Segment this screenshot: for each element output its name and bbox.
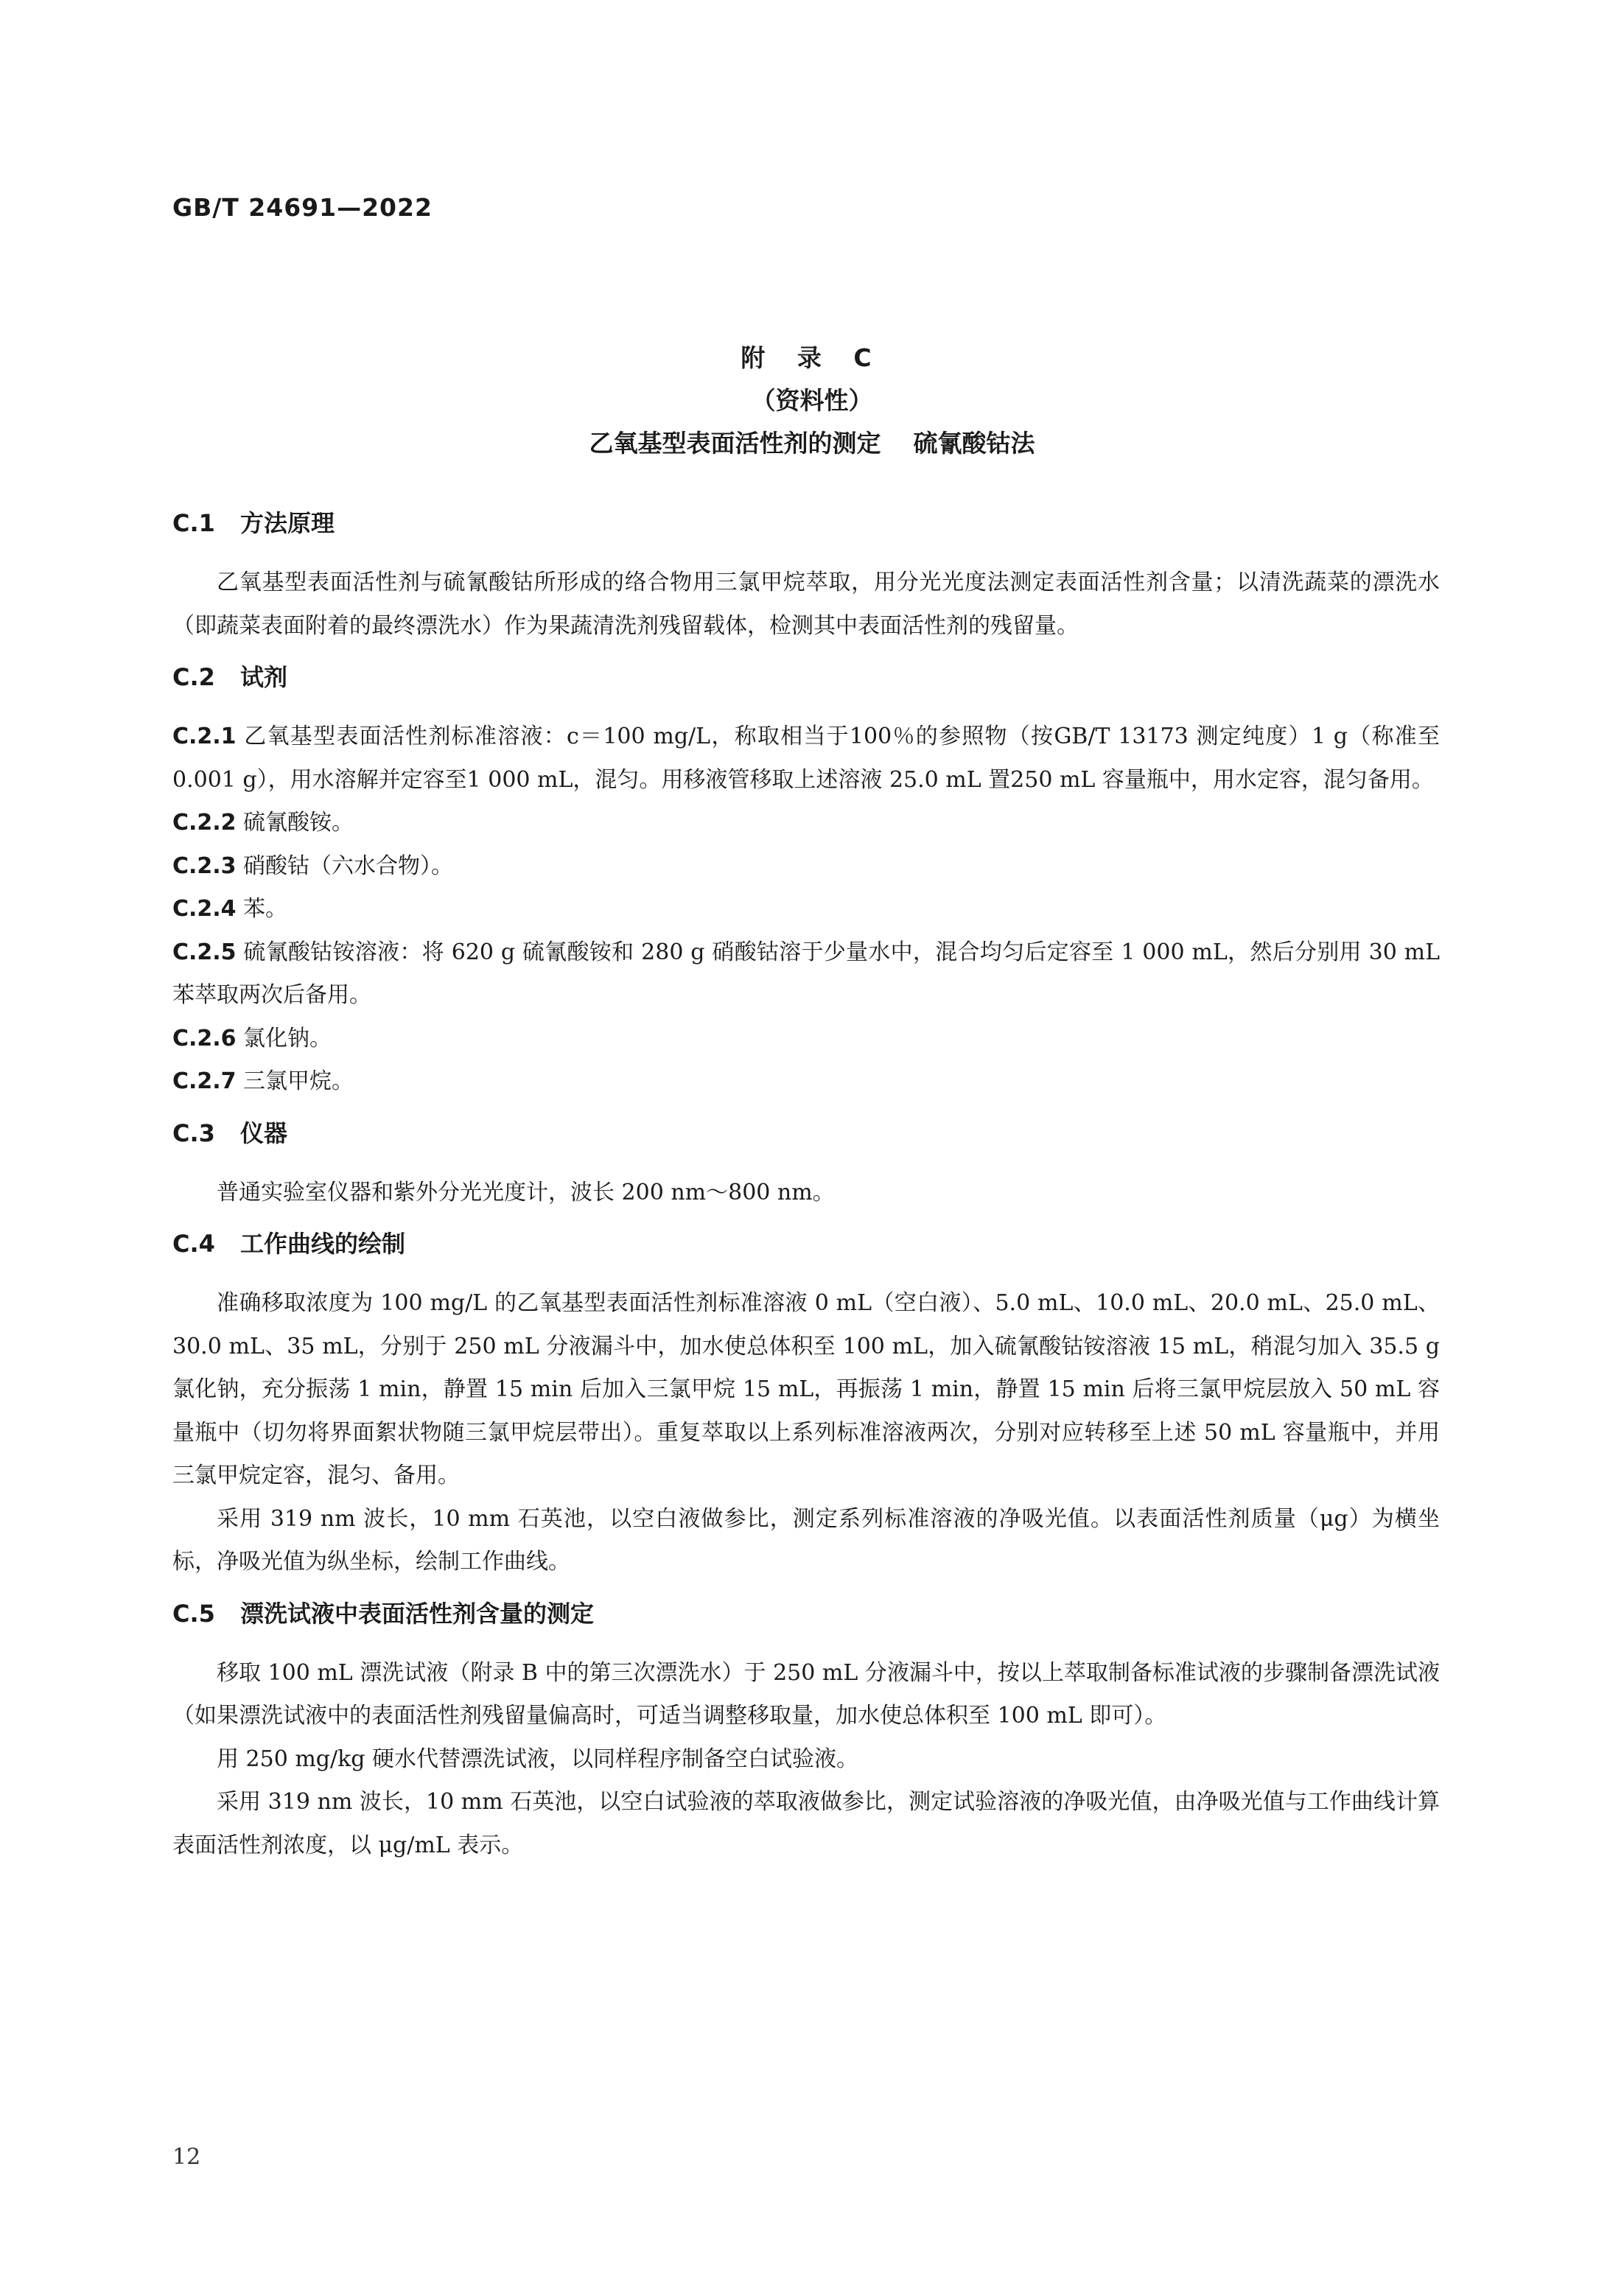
section-heading-c2 xyxy=(172,659,1440,695)
section-number: C.2 xyxy=(172,663,215,691)
section-title: 工作曲线的绘制 xyxy=(240,1230,406,1258)
clause-c2-1 xyxy=(172,715,1440,802)
clause-text: 氯化钠。 xyxy=(243,1025,332,1051)
appendix-type: （资料性） xyxy=(751,386,873,415)
clause-number: C.2.3 xyxy=(172,853,237,879)
section-heading-c3 xyxy=(172,1116,1440,1151)
section-c4-paragraph-1: 准确移取浓度为 100 mg/L 的乙氧基型表面活性剂标准溶液 0 mL（空白液）、5.0 mL、10.0 mL、20.0 mL、25.0 mL、30.0 mL、35 mL，分别于 250 mL 分液漏斗中，加水使总体积至 100 mL，加入硫氰酸钴铵溶液 15 mL，稍混匀加入 35.5 g 氯化钠，充分振荡 1 min，静置 15 min 后加入三氯甲烷 15 mL，再振荡 1 min，静置 15 min 后将三氯甲烷层放入 50 mL 容量瓶中（切勿将界面絮状物随三氯甲烷层带出）。重复萃取以上系列标准溶液两次，分别对应转移至上述 50 mL 容量瓶中，并用三氯甲烷定容，混匀、备用。 xyxy=(172,1290,1440,1488)
clause-number: C.2.2 xyxy=(172,810,237,836)
section-number: C.1 xyxy=(172,509,215,537)
standard-code: GB/T 24691—2022 xyxy=(172,193,433,222)
reagent-list xyxy=(172,715,1440,1104)
clause-text: 三氯甲烷。 xyxy=(243,1068,354,1094)
clause-number: C.2.6 xyxy=(172,1025,237,1051)
section-title: 仪器 xyxy=(240,1119,288,1147)
section-title: 试剂 xyxy=(240,663,288,691)
section-number: C.4 xyxy=(172,1230,215,1258)
clause-c2-2 xyxy=(172,802,1440,845)
clause-c2-6 xyxy=(172,1018,1440,1061)
document-body xyxy=(172,505,1440,1867)
clause-text: 硝酸钴（六水合物）。 xyxy=(243,853,453,879)
section-c3-paragraph: 普通实验室仪器和紫外分光光度计，波长 200 nm～800 nm。 xyxy=(217,1179,835,1205)
clause-c2-5 xyxy=(172,931,1440,1018)
section-number: C.5 xyxy=(172,1599,215,1628)
section-heading-c5 xyxy=(172,1596,1440,1631)
section-title: 漂洗试液中表面活性剂含量的测定 xyxy=(240,1599,595,1628)
clause-text: 苯。 xyxy=(243,896,287,922)
section-c5-paragraph-1: 移取 100 mL 漂洗试液（附录 B 中的第三次漂洗水）于 250 mL 分液漏斗中，按以上萃取制备标准试液的步骤制备漂洗试液（如果漂洗试液中的表面活性剂残留量偏高时，可适当调整移取量，加水使总体积至 100 mL 即可）。 xyxy=(172,1659,1440,1729)
section-c4-paragraph-2: 采用 319 nm 波长，10 mm 石英池，以空白液做参比，测定系列标准溶液的净吸光值。以表面活性剂质量（μg）为横坐标，净吸光值为纵坐标，绘制工作曲线。 xyxy=(172,1505,1440,1575)
clause-text: 硫氰酸钴铵溶液：将 620 g 硫氰酸铵和 280 g 硝酸钴溶于少量水中，混合均匀后定容至 1 000 mL，然后分别用 30 mL 苯萃取两次后备用。 xyxy=(172,939,1440,1008)
clause-c2-7 xyxy=(172,1060,1440,1104)
page-number: 12 xyxy=(172,2144,201,2170)
appendix-name-part2: 硫氰酸钴法 xyxy=(913,429,1035,458)
clause-text: 乙氧基型表面活性剂标准溶液：c＝100 mg/L，称取相当于100％的参照物（按GB/T 13173 测定纯度）1 g（称准至0.001 g），用水溶解并定容至1 000 mL，混匀。用移液管移取上述溶液 25.0 mL 置250 mL 容量瓶中，用水定容，混匀备用。 xyxy=(172,724,1440,793)
clause-c2-4 xyxy=(172,888,1440,931)
section-title: 方法原理 xyxy=(240,509,335,537)
section-number: C.3 xyxy=(172,1119,215,1147)
clause-number: C.2.1 xyxy=(172,724,237,749)
clause-text: 硫氰酸铵。 xyxy=(243,810,354,836)
clause-number: C.2.4 xyxy=(172,896,237,922)
appendix-title: 附 录 C xyxy=(741,343,883,372)
section-c1-paragraph: 乙氧基型表面活性剂与硫氰酸钴所形成的络合物用三氯甲烷萃取，用分光光度法测定表面活性剂含量；以清洗蔬菜的漂洗水（即蔬菜表面附着的最终漂洗水）作为果蔬清洗剂残留载体，检测其中表面活性剂的残留量。 xyxy=(172,570,1440,639)
appendix-name xyxy=(0,424,1624,459)
section-heading-c1 xyxy=(172,505,1440,541)
appendix-name-part1: 乙氧基型表面活性剂的测定 xyxy=(589,429,881,458)
clause-number: C.2.5 xyxy=(172,939,237,965)
clause-number: C.2.7 xyxy=(172,1068,237,1094)
section-c5-paragraph-2: 用 250 mg/kg 硬水代替漂洗试液，以同样程序制备空白试验液。 xyxy=(217,1746,859,1772)
section-c5-paragraph-3: 采用 319 nm 波长，10 mm 石英池，以空白试验液的萃取液做参比，测定试验溶液的净吸光值，由净吸光值与工作曲线计算表面活性剂浓度，以 μg/mL 表示。 xyxy=(172,1789,1440,1858)
clause-c2-3 xyxy=(172,845,1440,889)
section-heading-c4 xyxy=(172,1226,1440,1261)
